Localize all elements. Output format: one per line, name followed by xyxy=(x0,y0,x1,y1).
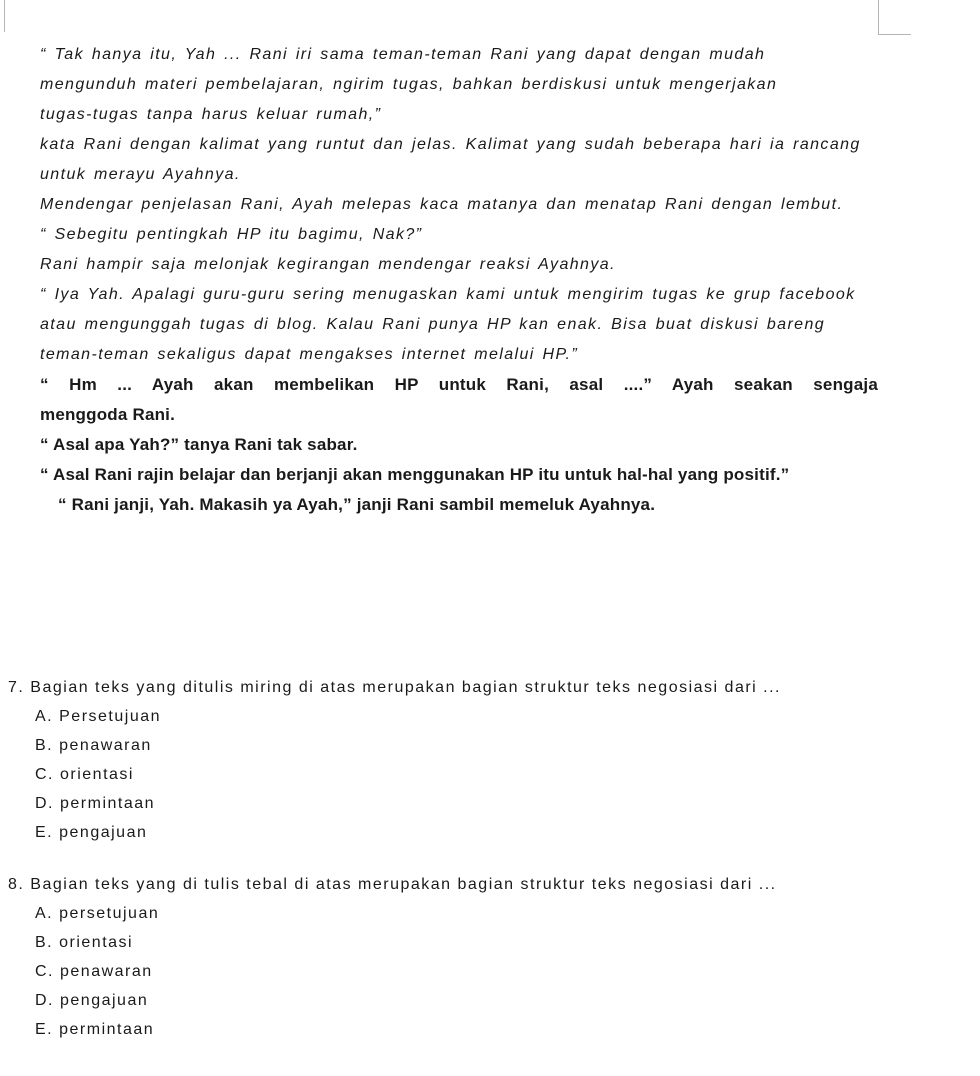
page-corner-mark-left xyxy=(4,0,5,32)
question-8 xyxy=(8,870,777,1044)
option-text: penawaran xyxy=(60,963,153,980)
option-text: pengajuan xyxy=(60,992,149,1009)
answer-option[interactable] xyxy=(8,957,777,986)
italic-dialogue-line: teman-teman sekaligus dapat mengakses internet melalui HP.” xyxy=(40,346,579,363)
answer-option[interactable] xyxy=(8,818,781,847)
answer-option[interactable] xyxy=(8,760,781,789)
answer-option[interactable] xyxy=(8,702,781,731)
answer-option[interactable] xyxy=(8,928,777,957)
bold-dialogue-line: menggoda Rani. xyxy=(40,405,176,424)
option-text: orientasi xyxy=(59,934,134,951)
answer-option[interactable] xyxy=(8,731,781,760)
answer-option[interactable] xyxy=(8,789,781,818)
page-corner-mark-right xyxy=(878,0,911,35)
question-7 xyxy=(8,673,781,847)
story-passage xyxy=(40,40,878,520)
bold-dialogue-line: “ Asal Rani rajin belajar dan berjanji akan menggunakan HP itu untuk hal-hal yang positif.” xyxy=(40,465,790,484)
answer-option[interactable] xyxy=(8,899,777,928)
question-prompt: 7. Bagian teks yang ditulis miring di atas merupakan bagian struktur teks negosiasi dari ... xyxy=(8,679,781,696)
bold-dialogue-line: “ Asal apa Yah?” tanya Rani tak sabar. xyxy=(40,435,358,454)
option-text: permintaan xyxy=(59,1021,155,1038)
option-text: permintaan xyxy=(60,795,156,812)
option-text: penawaran xyxy=(59,737,152,754)
option-letter: B. xyxy=(35,934,54,951)
bold-dialogue-line: “ Hm ... Ayah akan membelikan HP untuk Rani, asal ....” Ayah seakan sengaja xyxy=(40,375,878,394)
italic-narration-line: kata Rani dengan kalimat yang runtut dan jelas. Kalimat yang sudah beberapa hari ia rancang xyxy=(40,136,861,153)
question-prompt: 8. Bagian teks yang di tulis tebal di atas merupakan bagian struktur teks negosiasi dari ... xyxy=(8,876,777,893)
italic-dialogue-line: mengunduh materi pembelajaran, ngirim tugas, bahkan berdiskusi untuk mengerjakan xyxy=(40,76,778,93)
italic-narration-line: Rani hampir saja melonjak kegirangan mendengar reaksi Ayahnya. xyxy=(40,256,616,273)
option-text: Persetujuan xyxy=(59,708,162,725)
option-text: orientasi xyxy=(60,766,134,783)
option-letter: B. xyxy=(35,737,54,754)
option-letter: E. xyxy=(35,824,54,841)
answer-option[interactable] xyxy=(8,986,777,1015)
answer-option[interactable] xyxy=(8,1015,777,1044)
italic-dialogue-line: “ Tak hanya itu, Yah ... Rani iri sama teman-teman Rani yang dapat dengan mudah xyxy=(40,46,766,63)
bold-dialogue-line: “ Rani janji, Yah. Makasih ya Ayah,” janji Rani sambil memeluk Ayahnya. xyxy=(58,495,656,514)
option-letter: C. xyxy=(35,963,54,980)
option-letter: C. xyxy=(35,766,54,783)
option-letter: A. xyxy=(35,905,54,922)
option-letter: D. xyxy=(35,795,54,812)
option-letter: E. xyxy=(35,1021,54,1038)
option-text: pengajuan xyxy=(59,824,148,841)
option-letter: D. xyxy=(35,992,54,1009)
italic-dialogue-line: tugas-tugas tanpa harus keluar rumah,” xyxy=(40,106,382,123)
option-letter: A. xyxy=(35,708,54,725)
option-text: persetujuan xyxy=(59,905,160,922)
italic-narration-line: untuk merayu Ayahnya. xyxy=(40,166,241,183)
italic-narration-line: Mendengar penjelasan Rani, Ayah melepas kaca matanya dan menatap Rani dengan lembut. xyxy=(40,196,844,213)
italic-dialogue-line: “ Sebegitu pentingkah HP itu bagimu, Nak?” xyxy=(40,226,423,243)
italic-dialogue-line: “ Iya Yah. Apalagi guru-guru sering menugaskan kami untuk mengirim tugas ke grup facebook xyxy=(40,286,856,303)
italic-dialogue-line: atau mengunggah tugas di blog. Kalau Rani punya HP kan enak. Bisa buat diskusi bareng xyxy=(40,316,826,333)
